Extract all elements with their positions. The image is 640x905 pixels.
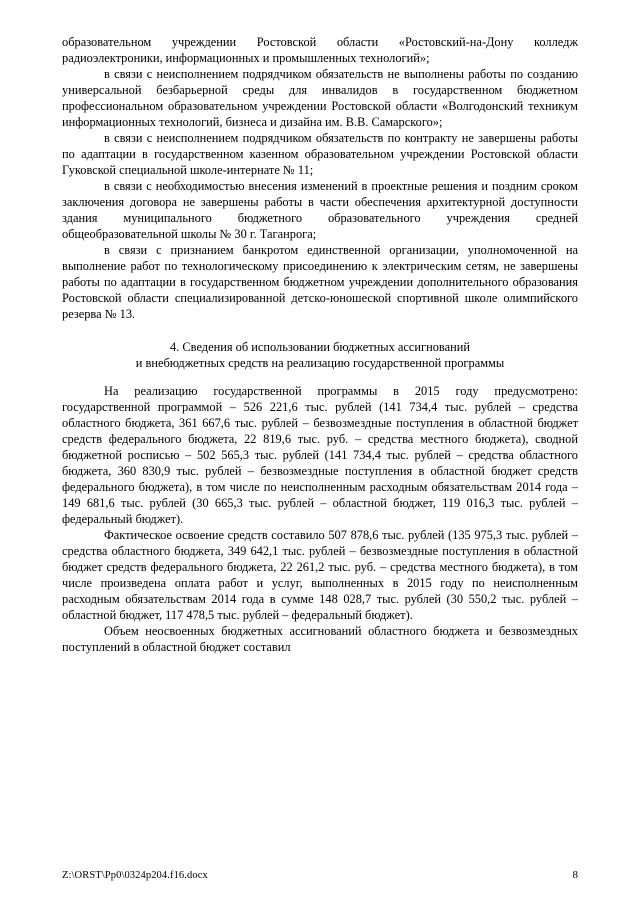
page-footer <box>62 869 578 881</box>
document-body <box>62 34 578 322</box>
paragraph: в связи с неисполнением подрядчиком обязательств не выполнены работы по созданию универсальной безбарьерной среды для инвалидов в государственном бюджетном профессиональном образовательном учреждении Ростовской области «Волгодонский техникум информационных технологий, бизнеса и дизайна им. В.В. Самарского»; <box>62 67 578 129</box>
paragraph: Фактическое освоение средств составило 507 878,6 тыс. рублей (135 975,3 тыс. рублей – средства областного бюджета, 349 642,1 тыс. рублей – безвозмездные поступления в областной бюджет средств федерального бюджета, 22 261,2 тыс. руб. – средства местного бюджета), в том числе произведена оплата работ и услуг, выполненных в 2015 году по неисполненным расходным обязательствам 2014 года в сумме 148 028,7 тыс. рублей (30 550,2 тыс. рублей – областной бюджет, 117 478,5 тыс. рублей – федеральный бюджет). <box>62 528 578 623</box>
section-heading <box>62 339 578 371</box>
paragraph: в связи с неисполнением подрядчиком обязательств по контракту не завершены работы по адаптации в государственном казенном образовательном учреждении Ростовской области Гуковской специальной школе-интернате № 11; <box>62 131 578 177</box>
section-heading-line1: 4. Сведения об использовании бюджетных ассигнований <box>170 340 470 354</box>
footer-page-number: 8 <box>572 869 578 881</box>
paragraph: в связи с признанием банкротом единственной организации, уполномоченной на выполнение работ по технологическому присоединению к электрическим сетям, не завершены работы по адаптации в государственном бюджетном учреждении дополнительного образования Ростовской области специализированной детско-юношеской спортивной школе олимпийского резерва № 13. <box>62 243 578 321</box>
document-body-continued <box>62 383 578 655</box>
paragraph: На реализацию государственной программы в 2015 году предусмотрено: государственной программой – 526 221,6 тыс. рублей (141 734,4 тыс. рублей – средства областного бюджета, 361 667,6 тыс. рублей – безвозмездные поступления в областной бюджет средств федерального бюджета, 22 819,6 тыс. руб. – средства местного бюджета), сводной бюджетной росписью – 502 565,3 тыс. рублей (141 734,4 тыс. рублей – средства областного бюджета, 360 830,9 тыс. рублей – безвозмездные поступления в областной бюджет средств федерального бюджета), в том числе по неисполненным расходным обязательствам 2014 года – 149 681,6 тыс. рублей (30 665,3 тыс. рублей – областной бюджет, 119 016,3 тыс. рублей – федеральный бюджет). <box>62 384 578 527</box>
section-heading-line2: и внебюджетных средств на реализацию государственной программы <box>135 356 505 371</box>
footer-file-path: Z:\ORST\Pp0\0324p204.f16.docx <box>62 870 208 881</box>
paragraph: образовательном учреждении Ростовской области «Ростовский-на-Дону колледж радиоэлектроники, информационных и промышленных технологий»; <box>62 35 578 65</box>
paragraph: в связи с необходимостью внесения изменений в проектные решения и поздним сроком заключения договора не завершены работы в части обеспечения архитектурной доступности здания муниципального бюджетного образовательного учреждения средней общеобразовательной школы № 30 г. Таганрога; <box>62 179 578 241</box>
paragraph: Объем неосвоенных бюджетных ассигнований областного бюджета и безвозмездных поступлений в областной бюджет составил <box>62 624 578 655</box>
